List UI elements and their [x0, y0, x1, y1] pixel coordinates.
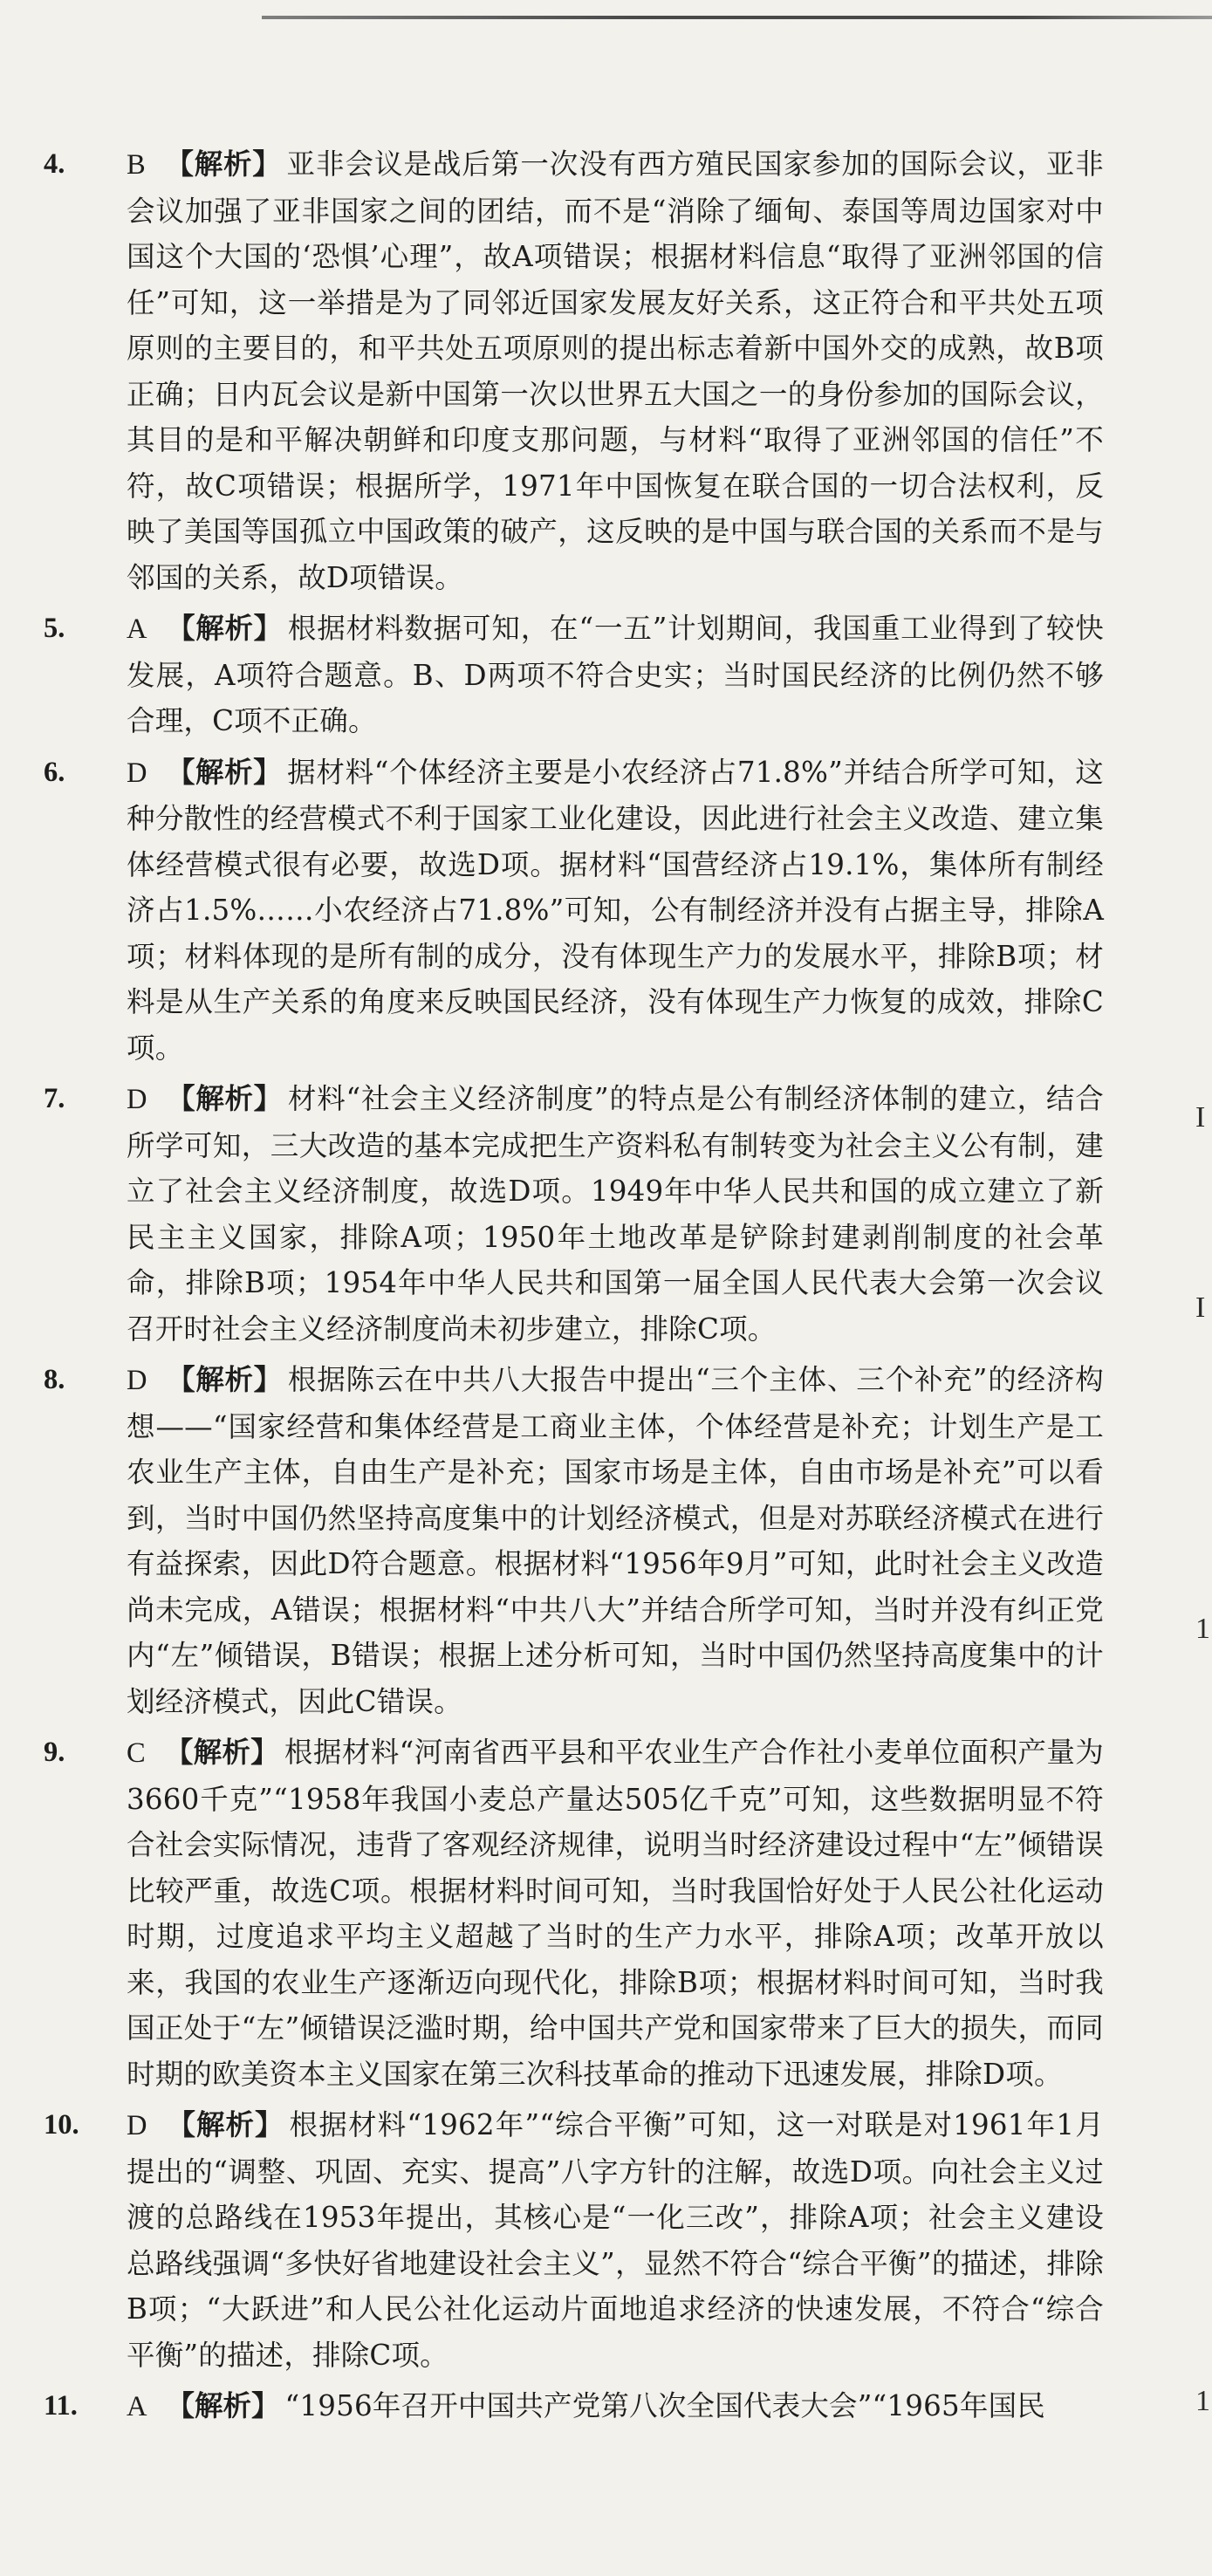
margin-mark: 1 — [1195, 2385, 1210, 2417]
margin-mark: 1 — [1195, 1613, 1210, 1645]
answer-item — [44, 2102, 1104, 2378]
analysis-text: 根据材料“河南省西平县和平农业生产合作社小麦单位面积产量为3660千克”“1958年我国小麦总产量达505亿千克”可知，这些数据明显不符合社会实际情况，违背了客观经济规律，说明当时经济建设过程中“左”倾错误比较严重，故选C项。根据材料时间可知，当时我国恰好处于人民公社化运动时期，过度追求平均主义超越了当时的生产力水平，排除A项；改革开放以来，我国的农业生产逐渐迈向现代化，排除B项；根据材料时间可知，当时我国正处于“左”倾错误泛滥时期，给中国共产党和国家带来了巨大的损失，而同时期的欧美资本主义国家在第三次科技革命的推动下迅速发展，排除D项。 — [127, 1736, 1104, 2091]
analysis-text: 亚非会议是战后第一次没有西方殖民国家参加的国际会议，亚非会议加强了亚非国家之间的团结，而不是“消除了缅甸、泰国等周边国家对中国这个大国的‘恐惧’心理”，故A项错误；根据材料信息“取得了亚洲邻国的信任”可知，这一举措是为了同邻近国家发展友好关系，这正符合和平共处五项原则的主要目的，和平共处五项原则的提出标志着新中国外交的成熟，故B项正确；日内瓦会议是新中国第一次以世界五大国之一的身份参加的国际会议，其目的是和平解决朝鲜和印度支那问题，与材料“取得了亚洲邻国的信任”不符，故C项错误；根据所学，1971年中国恢复在联合国的一切合法权利，反映了美国等国孤立中国政策的破产，这反映的是中国与联合国的关系而不是与邻国的关系，故D项错误。 — [127, 147, 1104, 594]
answer-item — [44, 141, 1104, 600]
analysis-text: 材料“社会主义经济制度”的特点是公有制经济体制的建立，结合所学可知，三大改造的基本完成把生产资料私有制转变为社会主义公有制，建立了社会主义经济制度，故选D项。1949年中华人民共和国的成立建立了新民主主义国家，排除A项；1950年土地改革是铲除封建剥削制度的社会革命，排除B项；1954年中华人民共和国第一届全国人民代表大会第一次会议召开时社会主义经济制度尚未初步建立，排除C项。 — [127, 1082, 1104, 1346]
analysis-tag: 【解析】 — [164, 1736, 279, 1769]
analysis-text: “1956年召开中国共产党第八次全国代表大会”“1965年国民 — [284, 2389, 1045, 2422]
analysis-tag: 【解析】 — [164, 147, 282, 181]
answer-item — [44, 1730, 1104, 2097]
margin-mark: I — [1195, 1101, 1206, 1134]
analysis-tag: 【解析】 — [166, 1363, 283, 1396]
analysis-text: 据材料“个体经济主要是小农经济占71.8%”并结合所学可知，这种分散性的经营模式不利于国家工业化建设，因此进行社会主义改造、建立集体经营模式很有必要，故选D项。据材料“国营经济占19.1%，集体所有制经济占1.5%……小农经济占71.8%”可知，公有制经济并没有占据主导，排除A项；材料体现的是所有制的成分，没有体现生产力的发展水平，排除B项；材料是从生产关系的角度来反映国民经济，没有体现生产力恢复的成效，排除C项。 — [127, 755, 1104, 1065]
answer-item — [44, 2383, 1104, 2430]
analysis-text: 根据材料“1962年”“综合平衡”可知，这一对联是对1961年1月提出的“调整、巩固、充实、提高”八字方针的注解，故选D项。向社会主义过渡的总路线在1953年提出，其核心是“一化三改”，排除A项；社会主义建设总路线强调“多快好省地建设社会主义”，显然不符合“综合平衡”的描述，排除B项；“大跃进”和人民公社化运动片面地追求经济的快速发展，不符合“综合平衡”的描述，排除C项。 — [127, 2108, 1104, 2372]
answer-letter: D — [127, 1084, 147, 1115]
question-number: 4. — [44, 148, 65, 180]
question-number: 7. — [44, 1083, 65, 1114]
top-rule — [262, 16, 1212, 19]
answer-item — [44, 1076, 1104, 1352]
question-number: 10. — [44, 2109, 79, 2141]
answer-letter: C — [127, 1737, 146, 1769]
answer-letter: A — [127, 2391, 147, 2422]
answer-item — [44, 750, 1104, 1072]
answer-key-content — [44, 141, 1104, 2436]
analysis-text: 根据材料数据可知，在“一五”计划期间，我国重工业得到了较快发展，A项符合题意。B、D两项不符合史实；当时国民经济的比例仍然不够合理，C项不正确。 — [127, 612, 1104, 737]
question-number: 11. — [44, 2390, 78, 2422]
analysis-tag: 【解析】 — [166, 2389, 280, 2422]
question-number: 6. — [44, 756, 65, 788]
question-number: 9. — [44, 1737, 65, 1768]
answer-letter: D — [127, 757, 147, 789]
question-number: 5. — [44, 613, 65, 644]
answer-item — [44, 1357, 1104, 1724]
analysis-text: 根据陈云在中共八大报告中提出“三个主体、三个补充”的经济构想——“国家经营和集体经营是工商业主体，个体经营是补充；计划生产是工农业生产主体，自由生产是补充；国家市场是主体，自由市场是补充”可以看到，当时中国仍然坚持高度集中的计划经济模式，但是对苏联经济模式在进行有益探索，因此D符合题意。根据材料“1956年9月”可知，此时社会主义改造尚未完成，A错误；根据材料“中共八大”并结合所学可知，当时并没有纠正党内“左”倾错误，B错误；根据上述分析可知，当时中国仍然坚持高度集中的计划经济模式，因此C错误。 — [127, 1363, 1104, 1718]
question-number: 8. — [44, 1364, 65, 1395]
margin-mark: I — [1195, 1291, 1206, 1324]
answer-letter: B — [127, 149, 146, 181]
analysis-tag: 【解析】 — [166, 612, 283, 645]
analysis-tag: 【解析】 — [166, 1082, 283, 1115]
answer-letter: D — [127, 1365, 147, 1396]
analysis-tag: 【解析】 — [166, 755, 283, 789]
answer-letter: D — [127, 2110, 147, 2141]
answer-letter: A — [127, 613, 147, 645]
analysis-tag: 【解析】 — [166, 2108, 284, 2141]
answer-item — [44, 606, 1104, 744]
